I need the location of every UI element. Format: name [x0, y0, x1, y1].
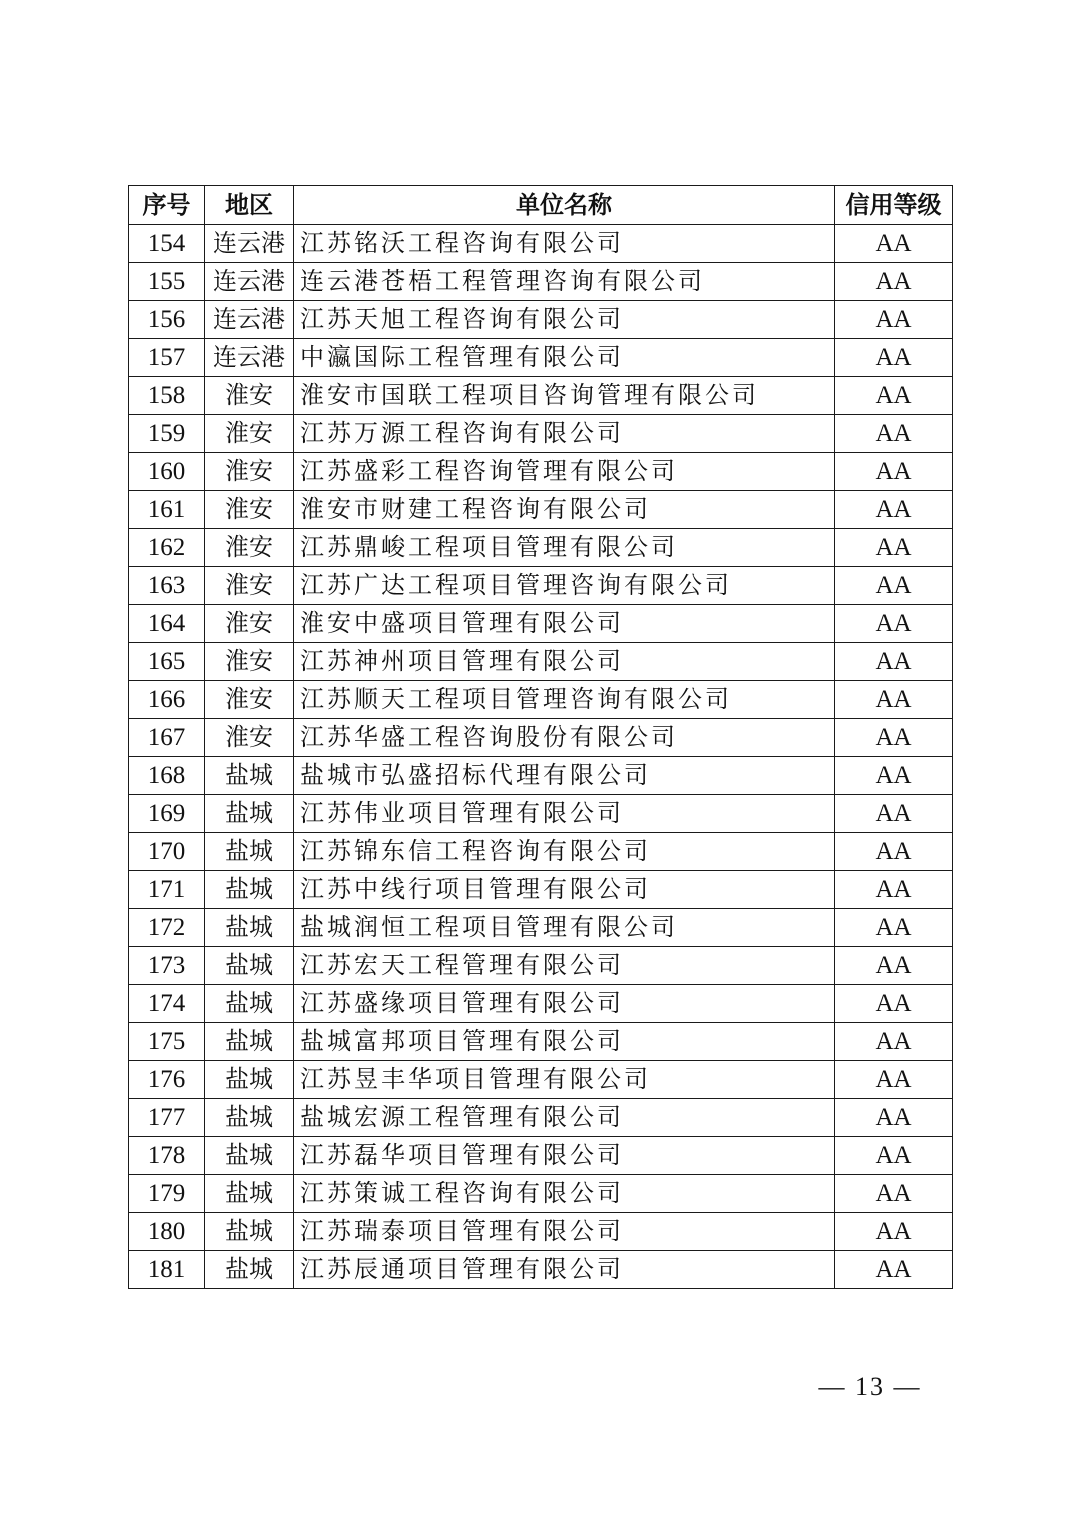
table-row: [129, 1061, 953, 1099]
row-serial-number: 174: [129, 985, 205, 1023]
row-credit-grade: AA: [835, 985, 953, 1023]
row-company-name: 江苏顺天工程项目管理咨询有限公司: [294, 681, 835, 719]
row-region: 淮安: [205, 377, 294, 415]
table-row: [129, 491, 953, 529]
row-region: 淮安: [205, 681, 294, 719]
row-credit-grade: AA: [835, 339, 953, 377]
row-credit-grade: AA: [835, 453, 953, 491]
table-row: [129, 643, 953, 681]
credit-rating-table: [128, 185, 953, 1289]
row-company-name: 江苏万源工程咨询有限公司: [294, 415, 835, 453]
row-company-name: 淮安市国联工程项目咨询管理有限公司: [294, 377, 835, 415]
row-credit-grade: AA: [835, 1251, 953, 1289]
row-credit-grade: AA: [835, 909, 953, 947]
row-region: 盐城: [205, 833, 294, 871]
row-company-name: 盐城富邦项目管理有限公司: [294, 1023, 835, 1061]
row-serial-number: 173: [129, 947, 205, 985]
table-row: [129, 795, 953, 833]
table-row: [129, 1137, 953, 1175]
row-credit-grade: AA: [835, 567, 953, 605]
row-region: 盐城: [205, 1061, 294, 1099]
table-row: [129, 605, 953, 643]
row-region: 淮安: [205, 643, 294, 681]
row-company-name: 江苏盛缘项目管理有限公司: [294, 985, 835, 1023]
row-region: 盐城: [205, 1137, 294, 1175]
row-serial-number: 161: [129, 491, 205, 529]
row-serial-number: 169: [129, 795, 205, 833]
row-company-name: 江苏盛彩工程咨询管理有限公司: [294, 453, 835, 491]
header-row: [129, 186, 953, 225]
row-region: 盐城: [205, 909, 294, 947]
row-company-name: 江苏辰通项目管理有限公司: [294, 1251, 835, 1289]
table-row: [129, 529, 953, 567]
row-serial-number: 158: [129, 377, 205, 415]
row-company-name: 盐城宏源工程管理有限公司: [294, 1099, 835, 1137]
row-serial-number: 178: [129, 1137, 205, 1175]
row-region: 盐城: [205, 1099, 294, 1137]
row-serial-number: 156: [129, 301, 205, 339]
row-credit-grade: AA: [835, 263, 953, 301]
row-credit-grade: AA: [835, 415, 953, 453]
page-number: — 13 —: [818, 1372, 922, 1401]
header-credit-grade: 信用等级: [835, 186, 953, 225]
row-company-name: 江苏策诚工程咨询有限公司: [294, 1175, 835, 1213]
row-credit-grade: AA: [835, 1175, 953, 1213]
row-serial-number: 159: [129, 415, 205, 453]
row-credit-grade: AA: [835, 719, 953, 757]
row-credit-grade: AA: [835, 1137, 953, 1175]
table-row: [129, 1023, 953, 1061]
row-serial-number: 168: [129, 757, 205, 795]
row-company-name: 江苏神州项目管理有限公司: [294, 643, 835, 681]
header-serial-number: 序号: [129, 186, 205, 225]
row-company-name: 江苏瑞泰项目管理有限公司: [294, 1213, 835, 1251]
row-credit-grade: AA: [835, 301, 953, 339]
row-region: 连云港: [205, 225, 294, 263]
row-serial-number: 165: [129, 643, 205, 681]
row-region: 连云港: [205, 339, 294, 377]
row-company-name: 江苏铭沃工程咨询有限公司: [294, 225, 835, 263]
row-credit-grade: AA: [835, 795, 953, 833]
row-credit-grade: AA: [835, 529, 953, 567]
row-region: 淮安: [205, 415, 294, 453]
header-region: 地区: [205, 186, 294, 225]
row-serial-number: 181: [129, 1251, 205, 1289]
table-row: [129, 339, 953, 377]
row-credit-grade: AA: [835, 605, 953, 643]
row-region: 盐城: [205, 1023, 294, 1061]
table-row: [129, 947, 953, 985]
row-credit-grade: AA: [835, 833, 953, 871]
table-header: [129, 186, 953, 225]
table-row: [129, 681, 953, 719]
table-body: [129, 225, 953, 1289]
row-serial-number: 155: [129, 263, 205, 301]
row-serial-number: 167: [129, 719, 205, 757]
row-serial-number: 180: [129, 1213, 205, 1251]
row-serial-number: 160: [129, 453, 205, 491]
row-region: 淮安: [205, 529, 294, 567]
row-company-name: 江苏磊华项目管理有限公司: [294, 1137, 835, 1175]
table-row: [129, 1251, 953, 1289]
row-serial-number: 162: [129, 529, 205, 567]
row-credit-grade: AA: [835, 643, 953, 681]
row-serial-number: 179: [129, 1175, 205, 1213]
row-company-name: 江苏天旭工程咨询有限公司: [294, 301, 835, 339]
table-row: [129, 453, 953, 491]
row-serial-number: 171: [129, 871, 205, 909]
row-company-name: 江苏宏天工程管理有限公司: [294, 947, 835, 985]
header-company-name: 单位名称: [294, 186, 835, 225]
row-serial-number: 166: [129, 681, 205, 719]
row-serial-number: 175: [129, 1023, 205, 1061]
row-company-name: 江苏华盛工程咨询股份有限公司: [294, 719, 835, 757]
row-region: 连云港: [205, 301, 294, 339]
row-credit-grade: AA: [835, 1213, 953, 1251]
table-row: [129, 1099, 953, 1137]
row-serial-number: 154: [129, 225, 205, 263]
row-credit-grade: AA: [835, 377, 953, 415]
row-region: 盐城: [205, 757, 294, 795]
row-company-name: 江苏鼎峻工程项目管理有限公司: [294, 529, 835, 567]
row-region: 盐城: [205, 1213, 294, 1251]
row-serial-number: 172: [129, 909, 205, 947]
row-credit-grade: AA: [835, 871, 953, 909]
table-row: [129, 985, 953, 1023]
table-row: [129, 909, 953, 947]
row-region: 盐城: [205, 1175, 294, 1213]
table-row: [129, 871, 953, 909]
row-credit-grade: AA: [835, 1061, 953, 1099]
row-company-name: 中瀛国际工程管理有限公司: [294, 339, 835, 377]
row-region: 盐城: [205, 795, 294, 833]
row-company-name: 江苏锦东信工程咨询有限公司: [294, 833, 835, 871]
row-credit-grade: AA: [835, 1099, 953, 1137]
row-region: 连云港: [205, 263, 294, 301]
row-region: 盐城: [205, 985, 294, 1023]
row-company-name: 淮安中盛项目管理有限公司: [294, 605, 835, 643]
row-region: 淮安: [205, 567, 294, 605]
row-company-name: 江苏广达工程项目管理咨询有限公司: [294, 567, 835, 605]
row-company-name: 江苏昱丰华项目管理有限公司: [294, 1061, 835, 1099]
table-row: [129, 1175, 953, 1213]
row-region: 淮安: [205, 605, 294, 643]
row-credit-grade: AA: [835, 491, 953, 529]
row-credit-grade: AA: [835, 757, 953, 795]
table-row: [129, 301, 953, 339]
row-region: 淮安: [205, 719, 294, 757]
row-company-name: 江苏伟业项目管理有限公司: [294, 795, 835, 833]
table-row: [129, 225, 953, 263]
table-row: [129, 567, 953, 605]
row-region: 盐城: [205, 1251, 294, 1289]
row-serial-number: 177: [129, 1099, 205, 1137]
row-company-name: 盐城市弘盛招标代理有限公司: [294, 757, 835, 795]
row-region: 盐城: [205, 947, 294, 985]
row-credit-grade: AA: [835, 681, 953, 719]
row-serial-number: 176: [129, 1061, 205, 1099]
table-row: [129, 415, 953, 453]
row-credit-grade: AA: [835, 225, 953, 263]
row-company-name: 连云港苍梧工程管理咨询有限公司: [294, 263, 835, 301]
table-row: [129, 377, 953, 415]
row-company-name: 淮安市财建工程咨询有限公司: [294, 491, 835, 529]
row-serial-number: 164: [129, 605, 205, 643]
table-row: [129, 263, 953, 301]
table-row: [129, 719, 953, 757]
row-credit-grade: AA: [835, 947, 953, 985]
row-region: 盐城: [205, 871, 294, 909]
row-serial-number: 163: [129, 567, 205, 605]
table-row: [129, 1213, 953, 1251]
row-company-name: 盐城润恒工程项目管理有限公司: [294, 909, 835, 947]
row-serial-number: 157: [129, 339, 205, 377]
row-region: 淮安: [205, 453, 294, 491]
row-region: 淮安: [205, 491, 294, 529]
table-row: [129, 757, 953, 795]
row-company-name: 江苏中线行项目管理有限公司: [294, 871, 835, 909]
row-credit-grade: AA: [835, 1023, 953, 1061]
row-serial-number: 170: [129, 833, 205, 871]
table-row: [129, 833, 953, 871]
